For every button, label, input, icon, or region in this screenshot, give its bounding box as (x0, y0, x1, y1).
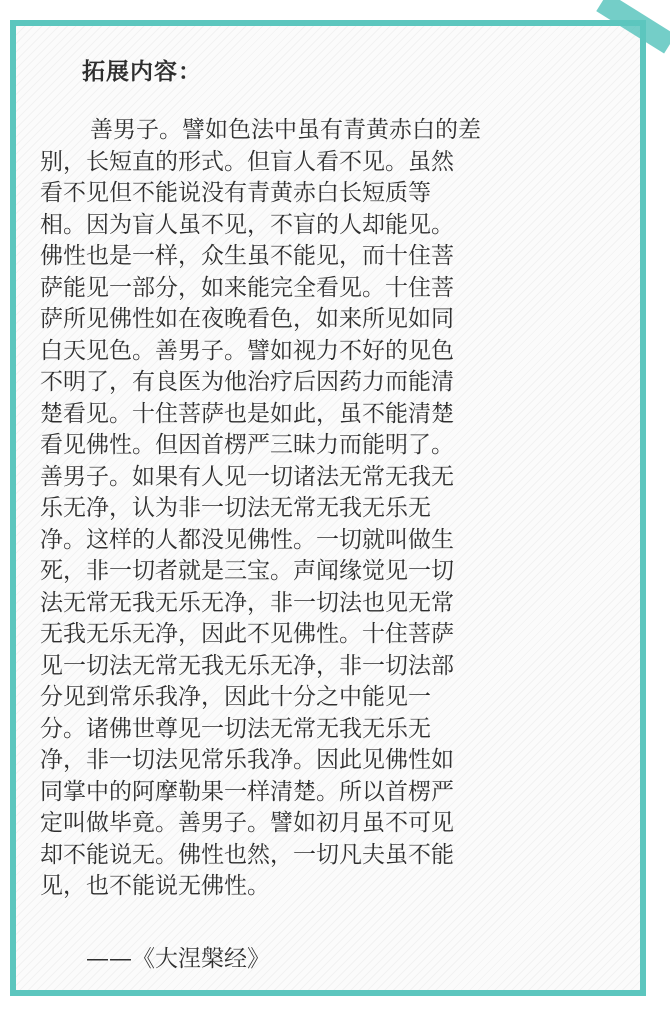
source-citation: ——《大涅槃经》 (86, 946, 270, 972)
text-line: 相。因为盲人虽不见，不盲的人却能见。 (40, 211, 454, 238)
text-line: 净。这样的人都没见佛性。一切就叫做生 (40, 526, 454, 553)
text-line: 楚看见。十住菩萨也是如此，虽不能清楚 (40, 400, 454, 427)
text-line: 却不能说无。佛性也然，一切凡夫虽不能 (40, 841, 454, 868)
text-line: 萨能见一部分，如来能完全看见。十住菩 (40, 274, 454, 301)
text-line: 法无常无我无乐无净，非一切法也见无常 (40, 589, 454, 616)
text-line: 佛性也是一样，众生虽不能见，而十住菩 (40, 243, 454, 269)
text-line: 白天见色。善男子。譬如视力不好的见色 (40, 337, 454, 364)
text-line: 定叫做毕竟。善男子。譬如初月虽不可见 (40, 810, 454, 836)
text-line: 萨所见佛性如在夜晚看色，如来所见如同 (40, 306, 454, 332)
text-line: 善男子。譬如色法中虽有青黄赤白的差 (90, 117, 481, 143)
text-line: 分见到常乐我净，因此十分之中能见一 (40, 684, 431, 710)
text-line: 同掌中的阿摩勒果一样清楚。所以首楞严 (40, 778, 454, 805)
text-line: 净，非一切法见常乐我净。因此见佛性如 (40, 747, 454, 773)
body-text (40, 115, 620, 903)
text-line: 别，长短直的形式。但盲人看不见。虽然 (40, 148, 454, 175)
text-line: 善男子。如果有人见一切诸法无常无我无 (40, 463, 454, 490)
text-line: 见一切法无常无我无乐无净，非一切法部 (40, 652, 454, 679)
text-line: 死，非一切者就是三宝。声闻缘觉见一切 (40, 558, 454, 584)
text-line: 不明了，有良医为他治疗后因药力而能清 (40, 369, 454, 395)
text-line: 看不见但不能说没有青黄赤白长短质等 (40, 180, 431, 206)
text-line: 看见佛性。但因首楞严三昧力而能明了。 (40, 432, 454, 458)
text-line: 分。诸佛世尊见一切法无常无我无乐无 (40, 715, 431, 742)
text-line: 无我无乐无净，因此不见佛性。十住菩萨 (40, 621, 454, 647)
text-line: 乐无净，认为非一切法无常无我无乐无 (40, 495, 431, 521)
text-line: 见，也不能说无佛性。 (40, 873, 270, 899)
section-heading: 拓展内容： (82, 58, 202, 85)
